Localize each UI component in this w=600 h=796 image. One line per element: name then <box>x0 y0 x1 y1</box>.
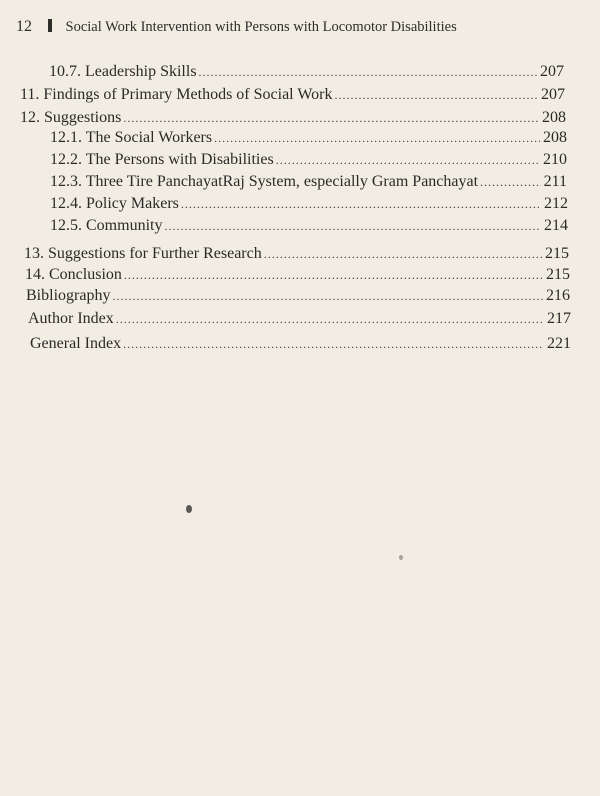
toc-entry-page: 215 <box>545 245 569 262</box>
leader-dots <box>164 216 541 236</box>
page-number: 12 <box>16 18 32 35</box>
toc-entry <box>50 150 567 170</box>
leader-dots <box>334 85 538 105</box>
toc-entry <box>50 128 567 148</box>
toc-entry-label: 12.4. Policy Makers <box>50 195 179 212</box>
toc-entry <box>20 108 566 128</box>
toc-entry-label: 14. Conclusion <box>25 266 122 283</box>
paper-speck <box>186 505 192 513</box>
toc-entry <box>26 286 570 306</box>
toc-entry <box>49 62 564 82</box>
toc-entry-label: 12.3. Three Tire PanchayatRaj System, especially Gram Panchayat <box>50 173 479 190</box>
running-title: Social Work Intervention with Persons with Locomotor Disabilities <box>65 19 457 35</box>
toc-entry <box>25 265 570 285</box>
toc-entry-label: General Index <box>30 335 122 352</box>
toc-entry-label: 12.2. The Persons with Disabilities <box>50 151 274 168</box>
toc-entry-page: 210 <box>543 151 567 168</box>
toc-entry-page: 221 <box>547 335 571 352</box>
paper-speck <box>399 555 403 560</box>
leader-dots <box>214 128 540 148</box>
leader-dots <box>264 244 542 264</box>
toc-entry <box>50 172 567 192</box>
toc-entry-page: 208 <box>543 129 567 146</box>
toc-entry-label: 12.5. Community <box>50 217 163 234</box>
toc-entry-label: Author Index <box>28 310 114 327</box>
header-separator <box>48 19 52 32</box>
toc-entry-page: 211 <box>543 173 567 190</box>
toc-entry-label: 10.7. Leadership Skills <box>49 63 197 80</box>
toc-entry-label: 12. Suggestions <box>20 109 122 126</box>
leader-dots <box>123 108 539 128</box>
leader-dots <box>123 334 544 354</box>
toc-entry <box>20 85 565 105</box>
leader-dots <box>124 265 543 285</box>
leader-dots <box>112 286 543 306</box>
toc-entry-label: 13. Suggestions for Further Research <box>24 245 262 262</box>
running-header <box>16 18 586 36</box>
toc-entry <box>50 194 568 214</box>
toc-entry-label: 12.1. The Social Workers <box>50 129 213 146</box>
toc-entry-page: 215 <box>546 266 570 283</box>
toc-entry-page: 207 <box>541 86 565 103</box>
toc-entry-label: 11. Findings of Primary Methods of Social Work <box>20 86 333 103</box>
leader-dots <box>181 194 541 214</box>
toc-entry-label: Bibliography <box>26 287 111 304</box>
toc-entry-page: 212 <box>544 195 568 212</box>
toc-entry <box>24 244 569 264</box>
toc-entry-page: 214 <box>544 217 568 234</box>
leader-dots <box>116 309 544 329</box>
leader-dots <box>199 62 537 82</box>
leader-dots <box>480 172 541 192</box>
toc-entry-page: 216 <box>546 287 570 304</box>
toc-entry <box>28 309 571 329</box>
leader-dots <box>276 150 540 170</box>
toc-entry-page: 208 <box>542 109 566 126</box>
toc-entry <box>30 334 571 354</box>
toc-entry-page: 207 <box>540 63 564 80</box>
toc-entry <box>50 216 568 236</box>
toc-entry-page: 217 <box>547 310 571 327</box>
